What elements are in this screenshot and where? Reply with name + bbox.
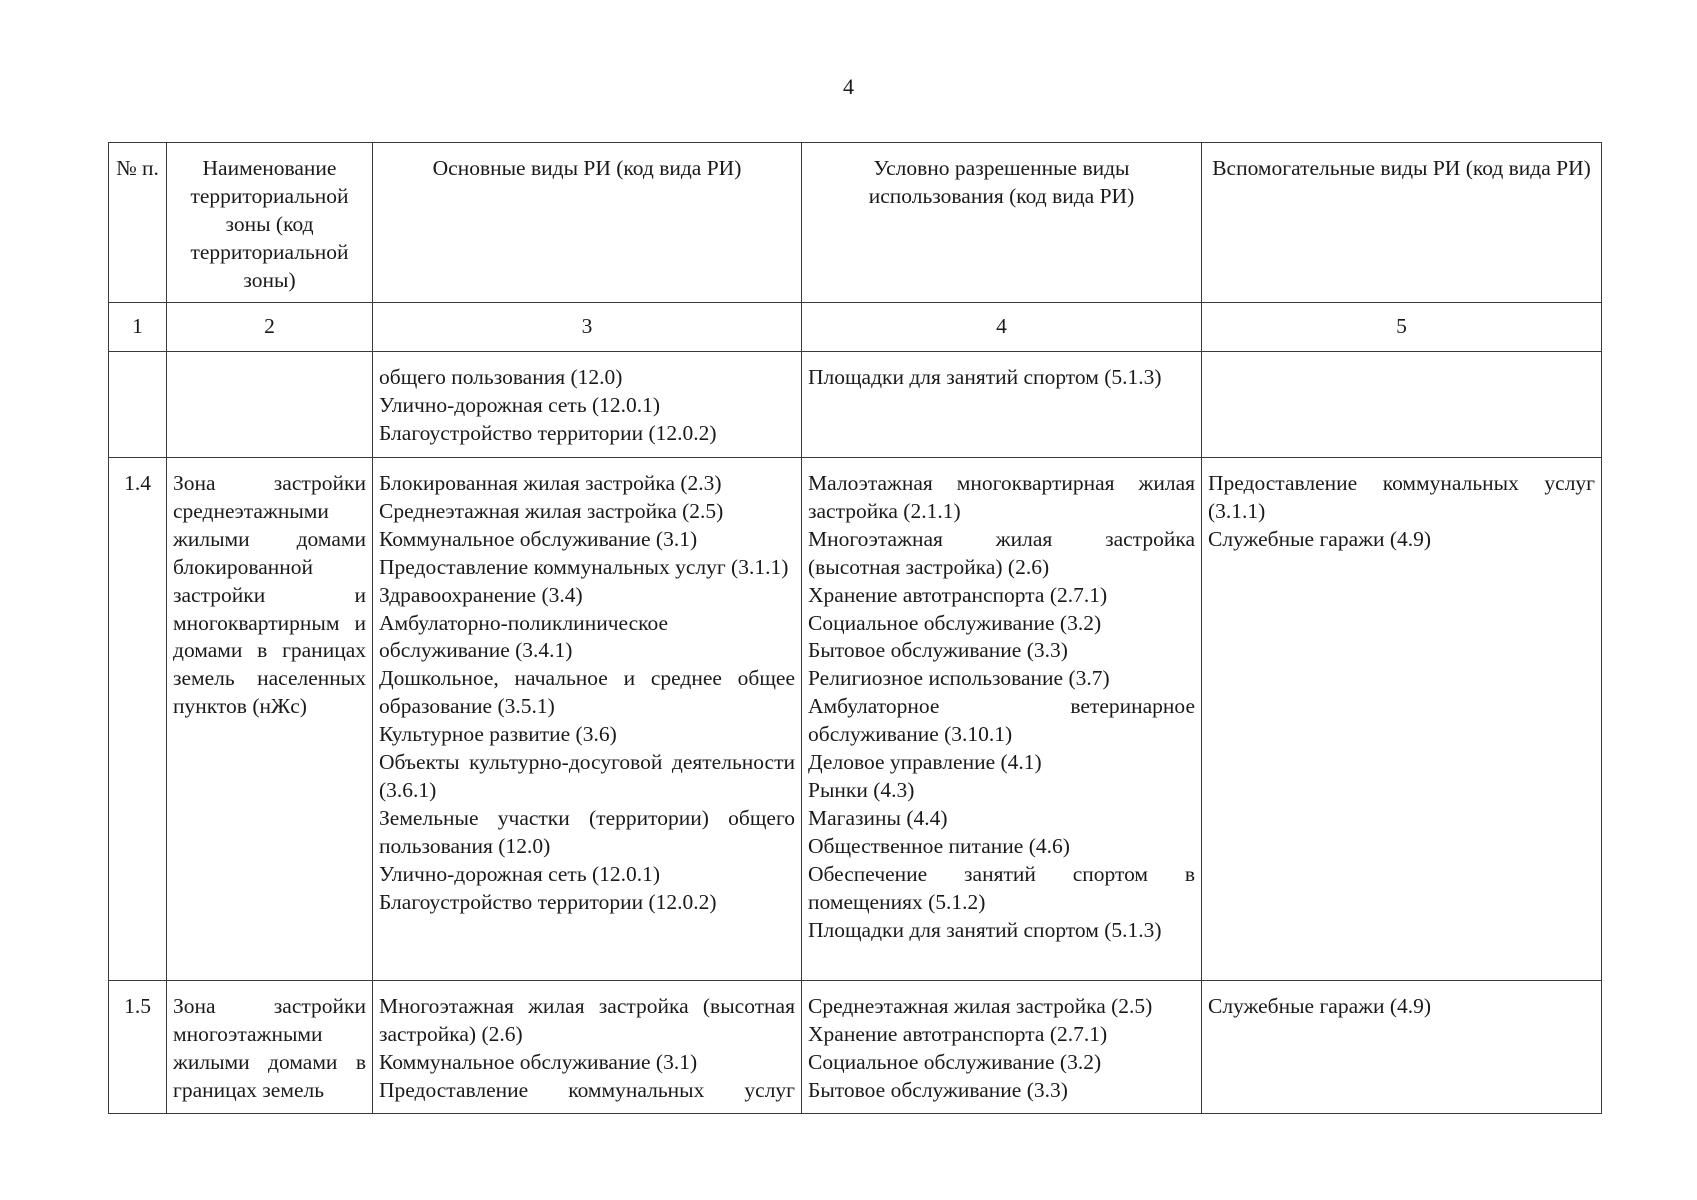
table-row [109, 352, 1602, 458]
conditional-use-item: Бытовое обслуживание (3.3) [808, 638, 1068, 663]
conditional-use-item: Религиозное использование (3.7) [808, 666, 1110, 691]
table-header-row [109, 143, 1602, 303]
conditional-use-item: Хранение автотранспорта (2.7.1) [808, 582, 1108, 607]
conditional-use-item: Магазины (4.4) [808, 805, 948, 830]
auxiliary-uses-cell [1202, 352, 1602, 458]
auxiliary-use-item: Предоставление коммунальных услуг (3.1.1) [1208, 471, 1595, 523]
main-use-item: Здравоохранение (3.4) [379, 582, 583, 607]
conditional-uses-cell [802, 352, 1202, 458]
conditional-use-item: Общественное питание (4.6) [808, 833, 1070, 858]
land-use-table [108, 142, 1602, 1114]
row-number: 1.4 [109, 458, 167, 981]
header-number: № п. [109, 143, 167, 303]
auxiliary-uses-cell [1202, 981, 1602, 1114]
conditional-use-item: Многоэтажная жилая застройка (высотная застройка) (2.6) [808, 526, 1195, 579]
main-use-item: Многоэтажная жилая застройка (высотная застройка) (2.6) [379, 994, 795, 1046]
conditional-uses-cell [802, 458, 1202, 981]
main-uses-cell [373, 458, 802, 981]
conditional-use-item: Бытовое обслуживание (3.3) [808, 1077, 1068, 1102]
column-number: 4 [802, 303, 1202, 352]
main-use-item: Благоустройство территории (12.0.2) [379, 420, 717, 445]
row-number: 1.5 [109, 981, 167, 1114]
main-use-item: Среднеэтажная жилая застройка (2.5) [379, 498, 724, 523]
main-use-item: Блокированная жилая застройка (2.3) [379, 471, 722, 495]
main-use-item: Коммунальное обслуживание (3.1) [379, 526, 698, 551]
column-number: 2 [167, 303, 373, 352]
column-number-row [109, 303, 1602, 352]
main-uses-cell [373, 352, 802, 458]
auxiliary-use-item: Служебные гаражи (4.9) [1208, 994, 1432, 1018]
column-number: 1 [109, 303, 167, 352]
header-zone-name: Наименование территориальной зоны (код территориальной зоны) [167, 143, 373, 303]
main-use-item: Объекты культурно-досуговой деятельности (3.6.1) [379, 750, 795, 802]
conditional-use-item: Обеспечение занятий спортом в помещениях (5.1.2) [808, 861, 1195, 914]
main-use-item: Предоставление коммунальных услуг (3.1.1) [379, 554, 789, 579]
main-use-item: Благоустройство территории (12.0.2) [379, 889, 717, 914]
main-use-item: общего пользования (12.0) [379, 365, 623, 389]
main-use-item: Улично-дорожная сеть (12.0.1) [379, 392, 661, 417]
header-main-uses: Основные виды РИ (код вида РИ) [373, 143, 802, 303]
conditional-use-item: Социальное обслуживание (3.2) [808, 610, 1102, 635]
zone-name [167, 458, 373, 981]
conditional-use-item: Социальное обслуживание (3.2) [808, 1049, 1102, 1074]
table-row [109, 981, 1602, 1114]
auxiliary-use-item: Служебные гаражи (4.9) [1208, 526, 1432, 551]
header-auxiliary-uses: Вспомогательные виды РИ (код вида РИ) [1202, 143, 1602, 303]
main-use-item: Коммунальное обслуживание (3.1) [379, 1049, 698, 1074]
main-use-item: Улично-дорожная сеть (12.0.1) [379, 861, 661, 886]
column-number: 5 [1202, 303, 1602, 352]
conditional-use-item: Амбулаторное ветеринарное обслуживание (3.10.1) [808, 694, 1195, 747]
main-use-item: Предоставление коммунальных услуг [379, 1077, 795, 1102]
conditional-use-item: Малоэтажная многоквартирная жилая застройка (2.1.1) [808, 471, 1195, 523]
conditional-use-item: Хранение автотранспорта (2.7.1) [808, 1021, 1108, 1046]
main-use-item: Земельные участки (территории) общего пользования (12.0) [379, 805, 795, 858]
zone-name-text: Зона застройки среднеэтажными жилыми домами блокированной застройки и многоквартирным и домами в границах земель населенных пунктов (нЖс) [173, 471, 366, 719]
page-number: 4 [843, 74, 854, 99]
header-conditional-uses: Условно разрешенные виды использования (код вида РИ) [802, 143, 1202, 303]
main-uses-cell [373, 981, 802, 1114]
conditional-use-item: Среднеэтажная жилая застройка (2.5) [808, 994, 1153, 1018]
zone-name [167, 352, 373, 458]
row-number [109, 352, 167, 458]
main-use-item: Амбулаторно-поликлиническое обслуживание (3.4.1) [379, 610, 669, 663]
main-use-item: Культурное развитие (3.6) [379, 722, 617, 747]
zone-name [167, 981, 373, 1114]
conditional-use-item: Площадки для занятий спортом (5.1.3) [808, 917, 1162, 942]
conditional-use-item: Деловое управление (4.1) [808, 750, 1042, 775]
conditional-uses-cell [802, 981, 1202, 1114]
zone-name-text: Зона застройки многоэтажными жилыми домами в границах земель [173, 994, 366, 1102]
table-row [109, 458, 1602, 981]
auxiliary-uses-cell [1202, 458, 1602, 981]
conditional-use-item: Рынки (4.3) [808, 777, 915, 802]
column-number: 3 [373, 303, 802, 352]
main-use-item: Дошкольное, начальное и среднее общее образование (3.5.1) [379, 666, 795, 719]
conditional-use-item: Площадки для занятий спортом (5.1.3) [808, 365, 1162, 389]
